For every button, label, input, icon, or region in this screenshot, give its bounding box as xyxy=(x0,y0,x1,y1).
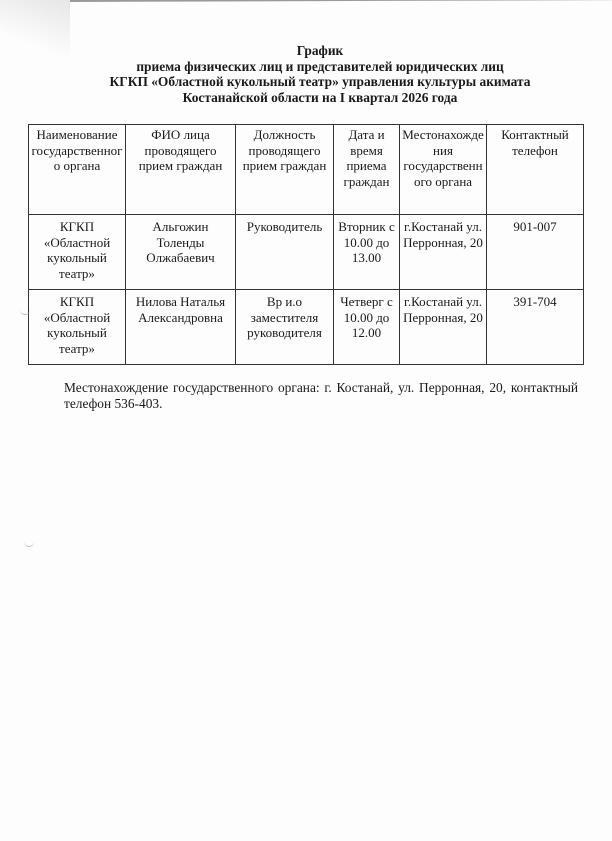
document-header xyxy=(40,43,600,105)
column-header-datetime: Дата и время приема граждан xyxy=(334,125,400,215)
column-header-location: Местонахождения государственного органа xyxy=(400,125,487,215)
cell-datetime: Вторник с 10.00 до 13.00 xyxy=(334,215,400,290)
cell-name: Нилова Наталья Александровна xyxy=(126,290,236,365)
header-title: График xyxy=(296,43,344,58)
cell-position: Вр и.о заместителя руководителя xyxy=(236,290,334,365)
table-row xyxy=(29,215,584,290)
table-row xyxy=(29,290,584,365)
header-line-4: Костанайской области на I квартал 2026 года xyxy=(182,89,458,105)
header-line-2: приема физических лиц и представителей юридических лиц xyxy=(136,58,504,74)
table-header-row xyxy=(29,125,584,215)
cell-position: Руководитель xyxy=(236,215,334,290)
column-header-name: ФИО лица проводящего прием граждан xyxy=(126,125,236,215)
punch-hole-mark xyxy=(24,540,34,547)
reception-schedule-table xyxy=(28,124,584,365)
cell-phone: 901-007 xyxy=(487,215,584,290)
location-note: Местонахождение государственного органа: г. Костанай, ул. Перронная, 20, контактный телефон 536-403. xyxy=(64,380,578,411)
cell-org: КГКП «Областной кукольный театр» xyxy=(29,290,126,365)
header-line-3: КГКП «Областной кукольный театр» управления культуры акимата xyxy=(109,74,531,89)
cell-org: КГКП «Областной кукольный театр» xyxy=(29,215,126,290)
column-header-phone: Контактный телефон xyxy=(487,125,584,215)
cell-location: г.Костанай ул. Перронная, 20 xyxy=(400,290,487,365)
scan-top-edge xyxy=(70,0,612,2)
column-header-position: Должность проводящего прием граждан xyxy=(236,125,334,215)
cell-name: Альгожин Толенды Олжабаевич xyxy=(126,215,236,290)
cell-datetime: Четверг с 10.00 до 12.00 xyxy=(334,290,400,365)
cell-phone: 391-704 xyxy=(487,290,584,365)
column-header-org: Наименование государственного органа xyxy=(29,125,126,215)
cell-location: г.Костанай ул. Перронная, 20 xyxy=(400,215,487,290)
